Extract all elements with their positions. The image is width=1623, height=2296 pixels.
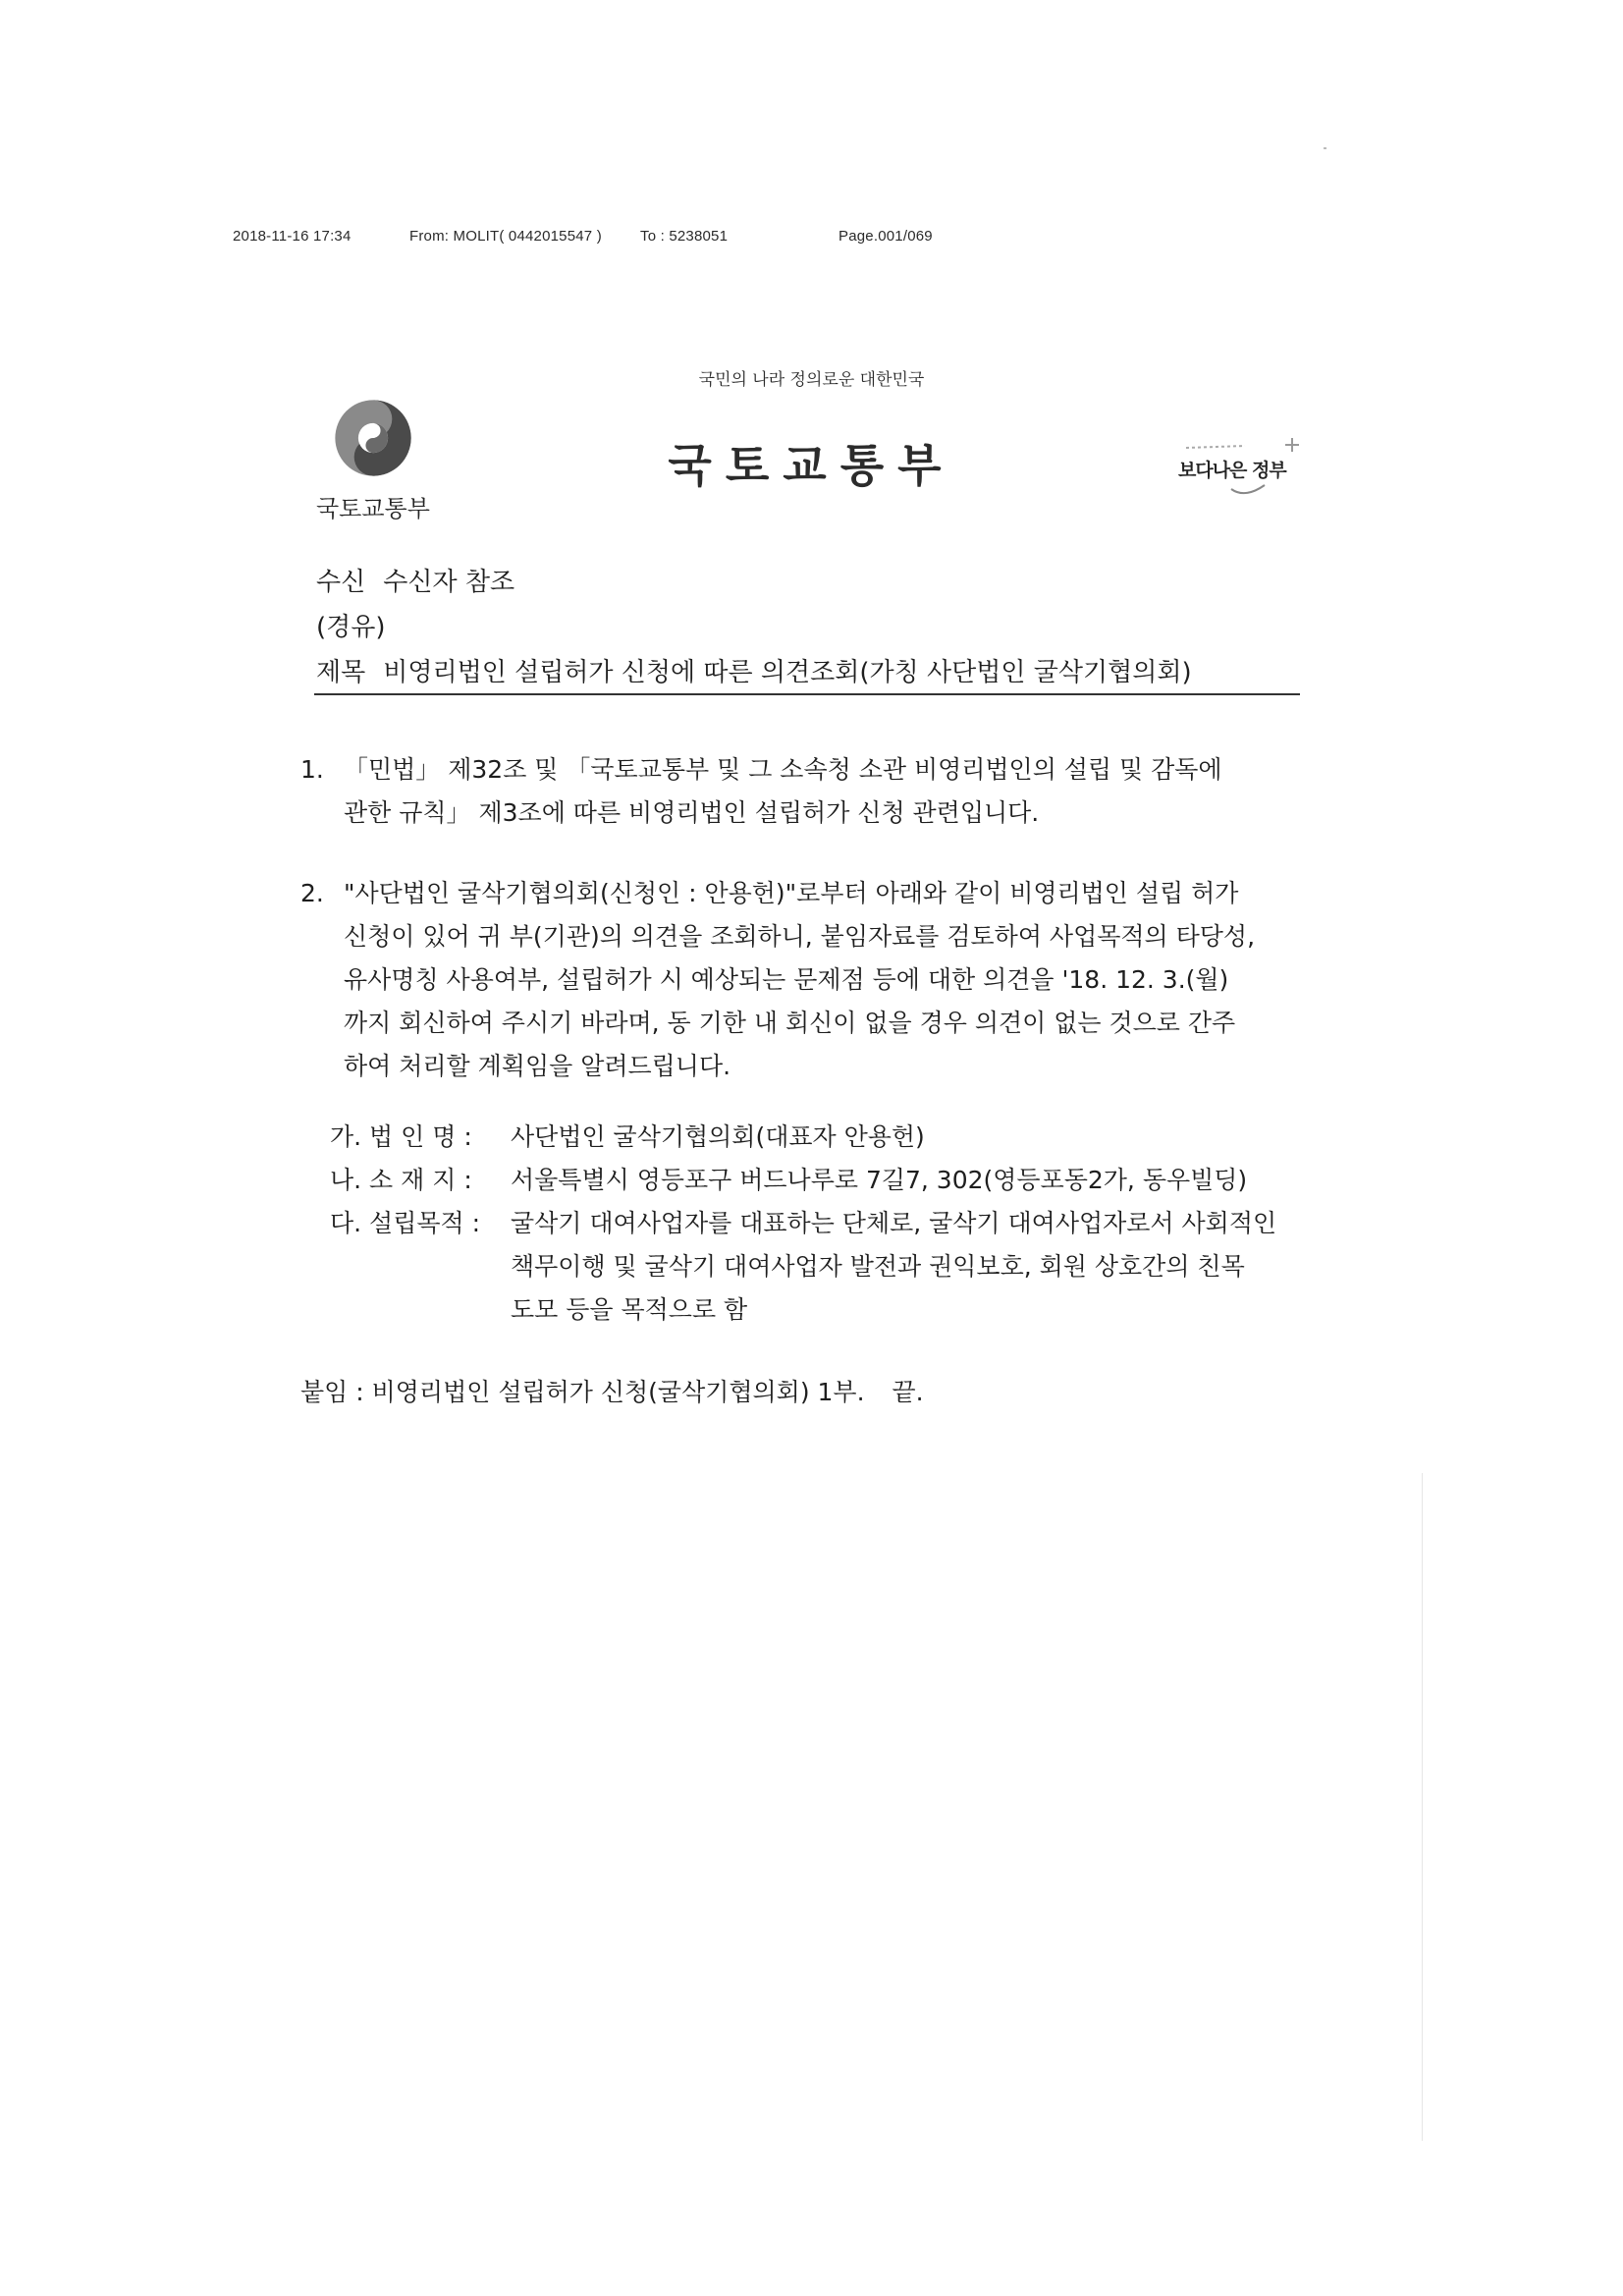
via-label: (경유) bbox=[316, 613, 386, 642]
fax-from: From: MOLIT( 0442015547 ) bbox=[409, 228, 602, 245]
motto-logo bbox=[1176, 438, 1314, 507]
attachment-label: 붙임 : bbox=[300, 1378, 364, 1406]
subject-divider bbox=[314, 693, 1300, 695]
detail-item-purpose bbox=[330, 1202, 1276, 1245]
via-line bbox=[316, 607, 386, 643]
recipient-value: 수신자 참조 bbox=[383, 568, 515, 597]
detail-value-continued: 책무이행 및 굴삭기 대여사업자 발전과 권익보호, 회원 상호간의 친목 bbox=[511, 1252, 1245, 1281]
paragraph-1 bbox=[300, 748, 1292, 835]
paragraph-number: 2. bbox=[300, 879, 324, 907]
attachment-line bbox=[300, 1373, 924, 1408]
subject-value: 비영리법인 설립허가 신청에 따른 의견조회(가칭 사단법인 굴삭기협의회) bbox=[383, 658, 1192, 687]
recipient-label: 수신 bbox=[316, 568, 366, 597]
scan-speck bbox=[1324, 147, 1326, 149]
attachment-end: 끝. bbox=[892, 1378, 924, 1406]
detail-label: 다. 설립목적 : bbox=[330, 1209, 481, 1237]
fax-datetime: 2018-11-16 17:34 bbox=[233, 228, 352, 245]
detail-item-name bbox=[330, 1116, 1276, 1159]
detail-label: 나. 소 재 지 : bbox=[330, 1166, 472, 1194]
paragraph-line bbox=[300, 748, 1292, 792]
paragraph-line: 신청이 있어 귀 부(기관)의 의견을 조회하니, 붙임자료를 검토하여 사업목적의 타당성, bbox=[344, 922, 1256, 951]
attachment-text: 비영리법인 설립허가 신청(굴삭기협의회) 1부. bbox=[371, 1378, 865, 1406]
paragraph-line: 까지 회신하여 주시기 바라며, 동 기한 내 회신이 없을 경우 의견이 없는 것으로 간주 bbox=[344, 1009, 1236, 1037]
detail-value: 서울특별시 영등포구 버드나루로 7길7, 302(영등포동2가, 동우빌딩) bbox=[511, 1166, 1248, 1194]
motto-text: 보다나은 정부 bbox=[1178, 460, 1286, 481]
paragraph-line: 유사명칭 사용여부, 설립허가 시 예상되는 문제점 등에 대한 의견을 '18. 12. 3.(월) bbox=[344, 965, 1229, 994]
detail-value-continued: 도모 등을 목적으로 함 bbox=[511, 1295, 748, 1324]
detail-value: 사단법인 굴삭기협의회(대표자 안용헌) bbox=[511, 1122, 925, 1151]
detail-value: 굴삭기 대여사업자를 대표하는 단체로, 굴삭기 대여사업자로서 사회적인 bbox=[511, 1209, 1277, 1237]
slogan: 국민의 나라 정의로운 대한민국 bbox=[698, 370, 925, 390]
detail-label: 가. 법 인 명 : bbox=[330, 1122, 472, 1151]
paragraph-text: 「민법」 제32조 및 「국토교통부 및 그 소속청 소관 비영리법인의 설립 및 감독에 bbox=[344, 755, 1222, 784]
subject-label: 제목 bbox=[316, 658, 366, 687]
detail-item-address bbox=[330, 1159, 1276, 1202]
paragraph-line bbox=[300, 872, 1292, 915]
paragraph-number: 1. bbox=[300, 755, 324, 784]
scan-edge-line bbox=[1422, 1473, 1423, 2141]
paragraph-2 bbox=[300, 872, 1292, 1088]
logo-caption: 국토교통부 bbox=[316, 495, 430, 522]
fax-page: Page.001/069 bbox=[839, 228, 933, 245]
ministry-title: 국토교통부 bbox=[668, 439, 955, 492]
subject-line bbox=[316, 652, 1192, 688]
paragraph-line: 하여 처리할 계획임을 알려드립니다. bbox=[344, 1052, 731, 1080]
recipient-line bbox=[316, 562, 514, 598]
detail-items bbox=[330, 1116, 1276, 1332]
paragraph-text: "사단법인 굴삭기협의회(신청인 : 안용헌)"로부터 아래와 같이 비영리법인 설립 허가 bbox=[344, 879, 1239, 907]
paragraph-line: 관한 규칙」 제3조에 따른 비영리법인 설립허가 신청 관련입니다. bbox=[344, 798, 1040, 827]
fax-to: To : 5238051 bbox=[640, 228, 729, 245]
